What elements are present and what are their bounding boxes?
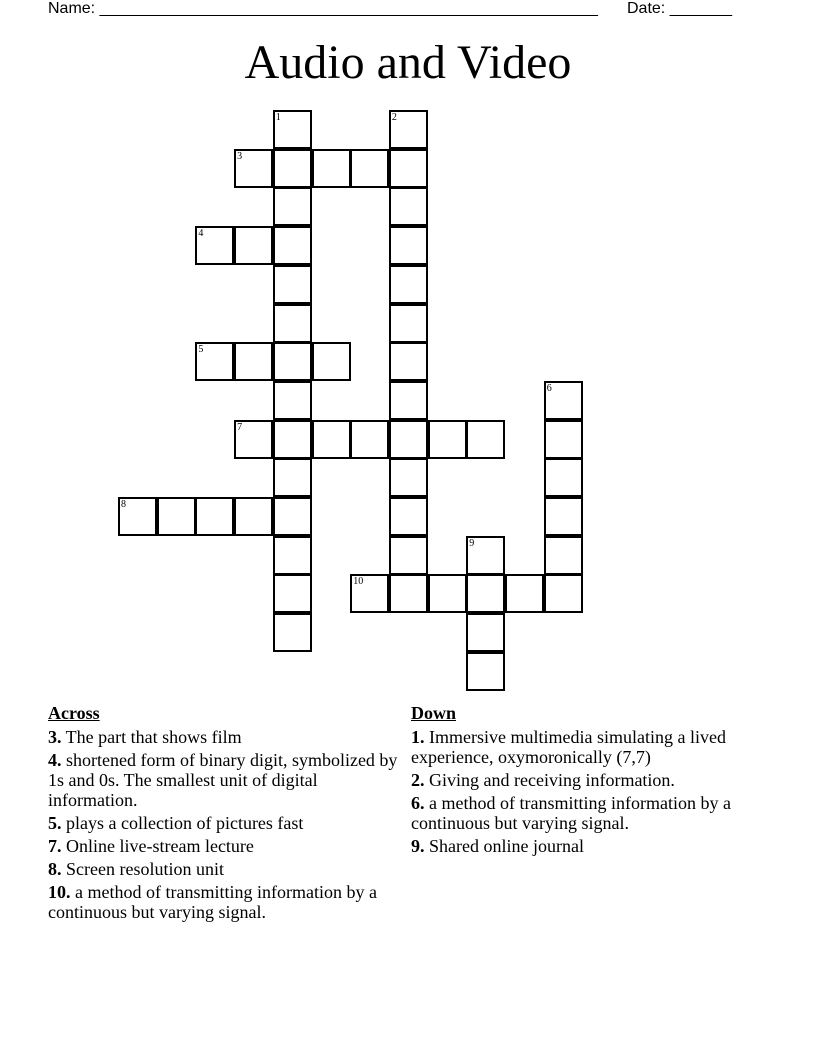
- crossword-cell[interactable]: [350, 420, 389, 459]
- clue-item-number: 9.: [411, 836, 425, 856]
- crossword-cell[interactable]: [389, 420, 428, 459]
- crossword-cell[interactable]: [234, 497, 273, 536]
- clue-item-text: a method of transmitting information by a continuous but varying signal.: [48, 882, 377, 922]
- clue-item-text: shortened form of binary digit, symbolized by 1s and 0s. The smallest unit of digital information.: [48, 750, 398, 810]
- clue-item-number: 5.: [48, 813, 62, 833]
- clue-item-text: Giving and receiving information.: [424, 770, 675, 790]
- crossword-cell[interactable]: [389, 265, 428, 304]
- crossword-cell[interactable]: [273, 536, 312, 575]
- down-clues: [411, 702, 761, 859]
- name-field-label: Name: ________________________________________________________: [48, 0, 598, 17]
- across-clues: [48, 702, 398, 925]
- puzzle-title: Audio and Video: [244, 36, 572, 89]
- crossword-cell[interactable]: [273, 497, 312, 536]
- crossword-cell[interactable]: [544, 458, 583, 497]
- crossword-cell[interactable]: [273, 458, 312, 497]
- crossword-cell[interactable]: [389, 536, 428, 575]
- crossword-cell[interactable]: [273, 187, 312, 226]
- crossword-cell[interactable]: [273, 381, 312, 420]
- clue-item-text: plays a collection of pictures fast: [61, 813, 304, 833]
- clue-number: 1: [275, 112, 281, 123]
- clue-number: 2: [391, 112, 397, 123]
- clue-item-number: 1.: [411, 727, 425, 747]
- crossword-cell[interactable]: [544, 381, 583, 420]
- clue-item-text: The part that shows film: [61, 727, 242, 747]
- clue-item-number: 6.: [411, 793, 425, 813]
- crossword-cell[interactable]: [466, 536, 505, 575]
- crossword-cell[interactable]: [389, 187, 428, 226]
- crossword-cell[interactable]: [350, 574, 389, 613]
- clue-item: [48, 813, 398, 833]
- clue-item: [411, 727, 761, 767]
- clue-item: [411, 770, 761, 790]
- crossword-cell[interactable]: [389, 458, 428, 497]
- crossword-cell[interactable]: [273, 149, 312, 188]
- crossword-cell[interactable]: [273, 304, 312, 343]
- crossword-cell[interactable]: [273, 110, 312, 149]
- clue-item: [411, 836, 761, 856]
- clue-item: [48, 859, 398, 879]
- crossword-cell[interactable]: [234, 149, 273, 188]
- clue-item: [48, 882, 398, 922]
- clue-item: [48, 836, 398, 856]
- crossword-cell[interactable]: [195, 226, 234, 265]
- clue-number: 5: [198, 344, 204, 356]
- crossword-cell[interactable]: [466, 574, 505, 613]
- across-clue-list: [48, 727, 398, 922]
- down-clue-list: [411, 727, 761, 856]
- clue-item-text: Immersive multimedia simulating a lived experience, oxymoronically (7,7): [411, 727, 726, 767]
- clue-number: 4: [198, 228, 204, 240]
- clue-number: 6: [546, 382, 552, 394]
- crossword-cell[interactable]: [312, 342, 351, 381]
- clue-number: 8: [121, 499, 126, 510]
- crossword-cell[interactable]: [234, 342, 273, 381]
- crossword-cell[interactable]: [273, 226, 312, 265]
- clue-number: 7: [237, 421, 243, 433]
- crossword-cell[interactable]: [389, 342, 428, 381]
- crossword-cell[interactable]: [544, 420, 583, 459]
- crossword-cell[interactable]: [389, 304, 428, 343]
- crossword-cell[interactable]: [195, 497, 234, 536]
- crossword-cell[interactable]: [273, 420, 312, 459]
- crossword-cell[interactable]: [389, 381, 428, 420]
- crossword-cell[interactable]: [195, 342, 234, 381]
- crossword-cell[interactable]: [389, 574, 428, 613]
- clue-item-number: 8.: [48, 859, 62, 879]
- down-heading: Down: [411, 703, 457, 723]
- clue-item-text: a method of transmitting information by a continuous but varying signal.: [411, 793, 731, 833]
- crossword-cell[interactable]: [273, 265, 312, 304]
- clue-item: [48, 727, 398, 747]
- clue-item: [48, 750, 398, 810]
- clue-item-number: 10.: [48, 882, 71, 902]
- crossword-cell[interactable]: [428, 420, 467, 459]
- crossword-cell[interactable]: [234, 420, 273, 459]
- crossword-cell[interactable]: [505, 574, 544, 613]
- date-field-label: Date: _______: [627, 0, 732, 17]
- crossword-cell[interactable]: [466, 613, 505, 652]
- crossword-cell[interactable]: [273, 613, 312, 652]
- clue-item-text: Online live-stream lecture: [61, 836, 254, 856]
- clue-item: [411, 793, 761, 833]
- crossword-cell[interactable]: [389, 110, 428, 149]
- clue-item-text: Shared online journal: [424, 836, 584, 856]
- crossword-cell[interactable]: [466, 652, 505, 691]
- crossword-cell[interactable]: [389, 149, 428, 188]
- crossword-cell[interactable]: [428, 574, 467, 613]
- clue-number: 10: [353, 576, 364, 588]
- clue-number: 9: [469, 537, 475, 549]
- clue-item-number: 3.: [48, 727, 62, 747]
- crossword-cell[interactable]: [273, 574, 312, 613]
- crossword-cell[interactable]: [157, 497, 196, 536]
- crossword-cell[interactable]: [312, 149, 351, 188]
- crossword-cell[interactable]: [466, 420, 505, 459]
- clue-item-number: 2.: [411, 770, 425, 790]
- crossword-cell[interactable]: [312, 420, 351, 459]
- crossword-cell[interactable]: [273, 342, 312, 381]
- clue-item-text: Screen resolution unit: [61, 859, 224, 879]
- clue-item-number: 4.: [48, 750, 62, 770]
- crossword-cell[interactable]: [544, 536, 583, 575]
- crossword-cell[interactable]: [234, 226, 273, 265]
- across-heading: Across: [48, 703, 100, 723]
- clue-item-number: 7.: [48, 836, 62, 856]
- crossword-cell[interactable]: [544, 574, 583, 613]
- crossword-cell[interactable]: [118, 497, 157, 536]
- clue-number: 3: [237, 150, 243, 162]
- crossword-cell[interactable]: [389, 497, 428, 536]
- crossword-cell[interactable]: [544, 497, 583, 536]
- crossword-cell[interactable]: [350, 149, 389, 188]
- crossword-cell[interactable]: [389, 226, 428, 265]
